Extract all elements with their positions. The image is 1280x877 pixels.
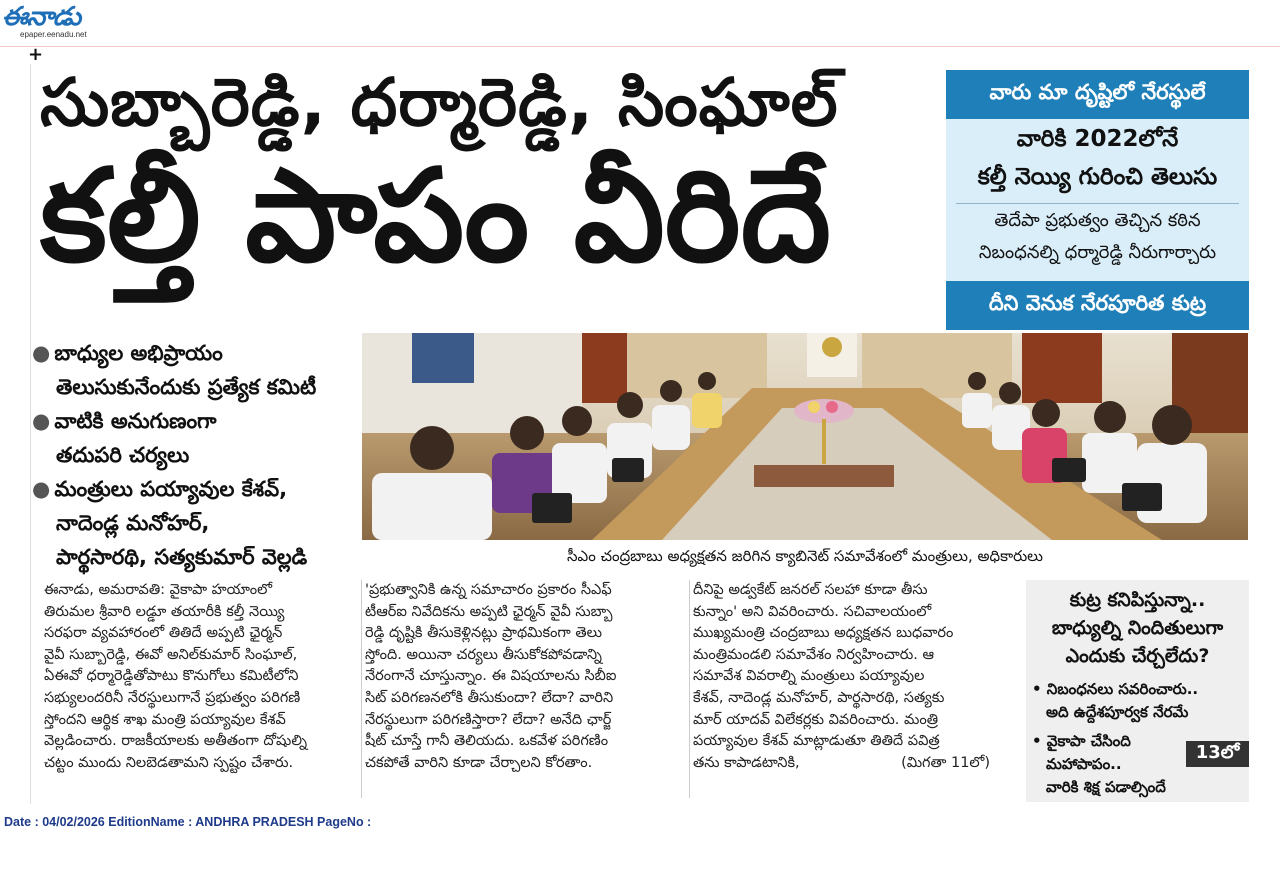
- article-line: కేశవ్, నాదెండ్ల మనోహర్, పార్థసారథి, సత్యకు: [693, 689, 945, 706]
- article-line: స్తోంది. అయినా చర్యలు తీసుకోకపోవడాన్ని: [365, 646, 602, 663]
- related-item-2a: • వైకాపా చేసింది: [1032, 732, 1131, 750]
- masthead: [0, 0, 1280, 65]
- headline-line2: కల్తీ పాపం వీరిదే: [40, 142, 831, 291]
- sidebox-line4: నిబంధనల్ని ధర్మారెడ్డి నీరుగార్చారు: [978, 242, 1217, 263]
- article-line: కున్నాం' అని వివరించారు. సచివాలయంలో: [693, 603, 932, 620]
- edition-footer: Date : 04/02/2026 EditionName : ANDHRA PRADESH PageNo :: [4, 815, 372, 829]
- cabinet-meeting-photo: [362, 333, 1248, 540]
- bullet-item: [32, 472, 357, 506]
- column-divider: [689, 580, 690, 798]
- meeting-photo-illustration: [362, 333, 1248, 540]
- article-column-1: [44, 580, 359, 774]
- article-line: సభ్యులందరినీ నేరస్థులుగానే ప్రభుత్వం పరిగణి: [44, 689, 301, 706]
- sidebox-line2: కల్తీ నెయ్యి గురించి తెలుసు: [977, 164, 1218, 190]
- article-line: సమావేశ వివరాల్ని మంత్రులు పయ్యావుల: [693, 668, 925, 685]
- highlight-bullets: [32, 336, 357, 574]
- bullet-item: [32, 404, 357, 438]
- sidebox-line3: తెదేపా ప్రభుత్వం తెచ్చిన కఠిన: [994, 210, 1201, 231]
- sidebox-divider: [956, 203, 1239, 204]
- bullet-text: బాధ్యుల అభిప్రాయం: [54, 341, 223, 365]
- article-line: [693, 753, 1018, 775]
- article-column-3: [693, 580, 1018, 774]
- sidebox-footer: దీని వెనుక నేరపూరిత కుట్ర: [946, 281, 1249, 330]
- article-line: తిరుమల శ్రీవారి లడ్డూ తయారీకి కల్తీ నెయ్యి: [44, 603, 285, 620]
- article-line: సరఫరా వ్యవహారంలో తితిదే అప్పటి ఛైర్మన్: [44, 625, 283, 642]
- eenadu-logo[interactable]: ఈనాడు: [2, 2, 81, 32]
- article-line: వెల్లడించారు. రాజకీయాలకు అతీతంగా దోషుల్ని: [44, 733, 307, 750]
- article-line: షీట్ చూస్తే గానీ తెలియదు. ఒకవేళ పరిగణిం: [365, 733, 609, 750]
- article-line: ఈనాడు, అమరావతి: వైకాపా హయాంలో: [44, 582, 273, 598]
- article-line: రెడ్డి దృష్టికి తీసుకెళ్లినట్లు ప్రాథమికంగా తెలు: [365, 625, 602, 642]
- column-divider: [361, 580, 362, 798]
- article-line: ఏఈవో ధర్మారెడ్డితోపాటు కొనుగోలు కమిటీలోని: [44, 668, 299, 685]
- headline-line1: సుబ్బారెడ్డి, ధర్మారెడ్డి, సింఘాల్: [40, 64, 839, 141]
- related-head-3: ఎందుకు చేర్చలేదు?: [1065, 645, 1210, 667]
- related-item-1b: అది ఉద్దేశపూర్వక నేరమే: [1046, 703, 1189, 721]
- article-line: చకపోతే వారిని కూడా చేర్చాలని కోరతాం.: [365, 754, 593, 771]
- article-column-2: [365, 580, 685, 774]
- article-line: వైవీ సుబ్బారెడ్డి, ఈవో అనిల్‌కుమార్ సింఘాల్,: [44, 646, 298, 663]
- quote-sidebox: [946, 70, 1249, 330]
- sidebox-header: వారు మా దృష్టిలో నేరస్థులే: [946, 70, 1249, 119]
- bullet-text: తెలుసుకునేందుకు ప్రత్యేక కమిటీ: [56, 375, 317, 399]
- bullet-text: పార్థసారథి, సత్యకుమార్ వెల్లడి: [56, 545, 308, 569]
- bullet-dot-icon: ●: [32, 341, 51, 365]
- bullet-item: [32, 336, 357, 370]
- article-line: చట్టం ముందు నిలబెడతామని స్పష్టం చేశారు.: [44, 754, 294, 771]
- continued-on-page[interactable]: (మిగతా 11లో): [901, 754, 990, 771]
- article-line: సిట్ పరిగణనలోకి తీసుకుందా? లేదా? వారిని: [365, 689, 614, 706]
- sidebox-line1: వారికి 2022లోనే: [1016, 126, 1179, 152]
- related-story-box: [1026, 580, 1249, 802]
- related-head-1: కుట్ర కనిపిస్తున్నా..: [1069, 589, 1206, 611]
- article-line: మార్ యాదవ్ విలేకర్లకు వివరించారు. మంత్రి: [693, 711, 939, 728]
- related-item-1a: • నిబంధనలు సవరించారు..: [1032, 680, 1199, 698]
- bullet-text: వాటికి అనుగుణంగా: [54, 409, 217, 433]
- bullet-text: నాదెండ్ల మనోహర్,: [56, 511, 210, 535]
- bullet-dot-icon: ●: [32, 477, 51, 501]
- article-line: నేరంగానే చూస్తున్నాం. ఈ విషయాలను సిబీఐ: [365, 668, 617, 685]
- photo-caption: సీఎం చంద్రబాబు అధ్యక్షతన జరిగిన క్యాబినెట్ సమావేశంలో మంత్రులు, అధికారులు: [567, 547, 1043, 565]
- bullet-dot-icon: ●: [32, 409, 51, 433]
- article-line: 'ప్రభుత్వానికి ఉన్న సమాచారం ప్రకారం సీఎఫ్: [365, 582, 612, 598]
- related-item-2c: వారికి శిక్ష పడాల్సిందే: [1046, 778, 1166, 796]
- bullet-text: తదుపరి చర్యలు: [56, 443, 190, 467]
- related-item-2b: మహాపాపం..: [1046, 755, 1122, 773]
- article-line: ముఖ్యమంత్రి చంద్రబాబు అధ్యక్షతన బుధవారం: [693, 625, 954, 642]
- article-line: దీనిపై అడ్వకేట్ జనరల్ సలహా కూడా తీసు: [693, 582, 928, 598]
- article-line: టీఆర్‌ఐ నివేదికను అప్పటి ఛైర్మన్ వైవీ సుబ్బా: [365, 603, 613, 620]
- bullet-text: మంత్రులు పయ్యావుల కేశవ్,: [54, 477, 288, 501]
- zoom-plus-icon[interactable]: +: [28, 44, 44, 65]
- related-head-2: బాధ్యుల్ని నిందితులుగా: [1051, 617, 1224, 639]
- article-line: పయ్యావుల కేశవ్ మాట్లాడుతూ తితిదే పవిత్ర: [693, 733, 940, 750]
- top-rule: [0, 46, 1280, 47]
- article-line: నేరస్థులుగా పరిగణిస్తారా? లేదా? అనేది ఛార్జ్: [365, 711, 612, 728]
- page-reference-tag[interactable]: 13లో: [1186, 741, 1249, 767]
- article-line-text: తను కాపాడటానికి,: [693, 754, 800, 771]
- logo-url: epaper.eenadu.net: [20, 30, 87, 39]
- article-line: స్తోందని ఆర్థిక శాఖ మంత్రి పయ్యావుల కేశవ్: [44, 711, 286, 728]
- article-line: మంత్రిమండలి సమావేశం నిర్వహించారు. ఆ: [693, 646, 935, 663]
